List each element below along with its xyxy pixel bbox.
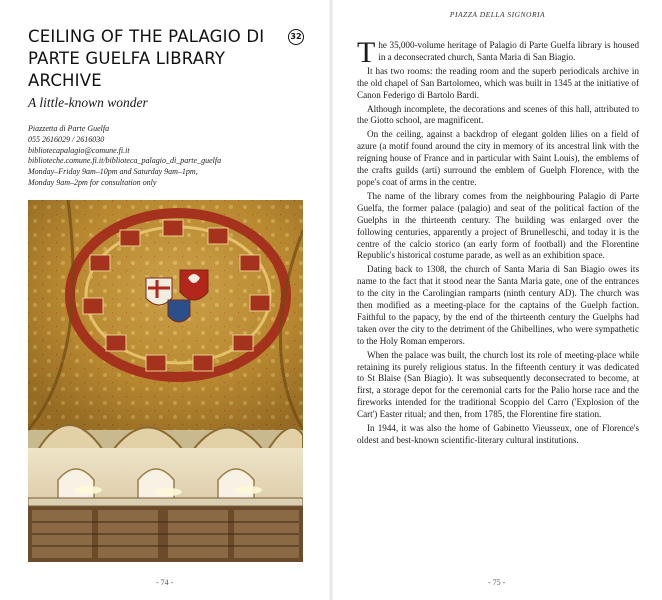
right-page [333,0,662,600]
page-title: CEILING OF THE PALAGIO DI PARTE GUELFA LIBRARY ARCHIVE [28,27,265,90]
entry-number-badge: 32 [288,29,304,45]
opening-hours-2: Monday 9am–2pm for consultation only [28,177,157,187]
paragraph-2: It has two rooms: the reading room and the superb periodicals archive in the old chapel of San Bartolomeo, which was built in 1345 at the initiative of Canon Federigo di Bartolo Bardi. [357,65,639,100]
opening-hours-1: Monday–Friday 9am–10pm and Saturday 9am–1pm, [28,167,198,177]
drop-cap: T [357,36,376,69]
paragraph-6: Dating back to 1308, the church of Santa Maria di San Biagio owes its name to the fact that it stood near the Santa Maria gate, one of the entrances to the city in the Carolingian ramparts (ninth century AD). The church was then modified as a meeting-place for the captains of the Guelph faction. Faithful to the papacy, by the end of the thirteenth century the Guelphs had taken over the city to the detriment of the Ghibellines, who were sympathetic to the Holy Roman emperors. [357,264,639,346]
website: biblioteche.comune.fi.it/biblioteca_palagio_di_parte_guelfa [28,156,222,166]
phone: 055 2616029 / 2616030 [28,134,105,144]
paragraph-7: When the palace was built, the church lost its role of meeting-place while retaining its purely religious status. In the fifteenth century it was dedicated to St Blaise (San Biagio). It was subsequently deconsecrated to become, at first, a storage depot for the ceremonial carts for the Palio horse race and the fireworks intended for the traditional Scoppio del Carro ('Explosion of the Cart') Easter ritual; and then, from 1785, the Florentine fire station. [357,349,639,420]
paragraph-5: The name of the library comes from the neighbouring Palagio di Parte Guelfa, the former palace (palagio) and seat of the political faction of the Guelphs in the thirteenth century. The building was enlarged over the following centuries, apparently a project of Brunelleschi, and today it is the centre of the calcio storico (an early form of football) and the Florentine Republic's historical costume parade, as well as an exhibition space. [357,190,639,261]
paragraph-4: On the ceiling, against a backdrop of elegant golden lilies on a field of azure (a motif found around the city in memory of its ancestral link with the reigning house of France and in particular with Saint Louis), the emblems of the crafts guilds (arti) surround the emblem of Guelph Florence, with the pope's coat of arms in the centre. [357,129,639,187]
paragraph-1: The 35,000-volume heritage of Palagio di Parte Guelfa library is housed in a deconsecrated church, Santa Maria di San Biagio. [357,36,639,69]
article-body [357,36,639,449]
page-number-left: - 74 - [156,578,174,587]
page-subtitle: A little-known wonder [28,95,148,110]
ceiling-illustration [28,200,303,562]
left-page [0,0,329,600]
page-number-right: - 75 - [488,578,506,587]
email: bibliotecapalagio@comune.fi.it [28,145,130,155]
paragraph-8: In 1944, it was also the home of Gabinetto Vieusseux, one of Florence's oldest and best-known scientific-literary cultural institutions. [357,423,639,445]
address: Piazzetta di Parte Guelfa [28,124,110,133]
running-head: PIAZZA DELLA SIGNORIA [449,10,546,19]
paragraph-3: Although incomplete, the decorations and scenes of this hall, attributed to the Giotto school, are magnificent. [357,103,639,126]
visitor-info [28,124,318,189]
ceiling-photo [28,200,303,562]
